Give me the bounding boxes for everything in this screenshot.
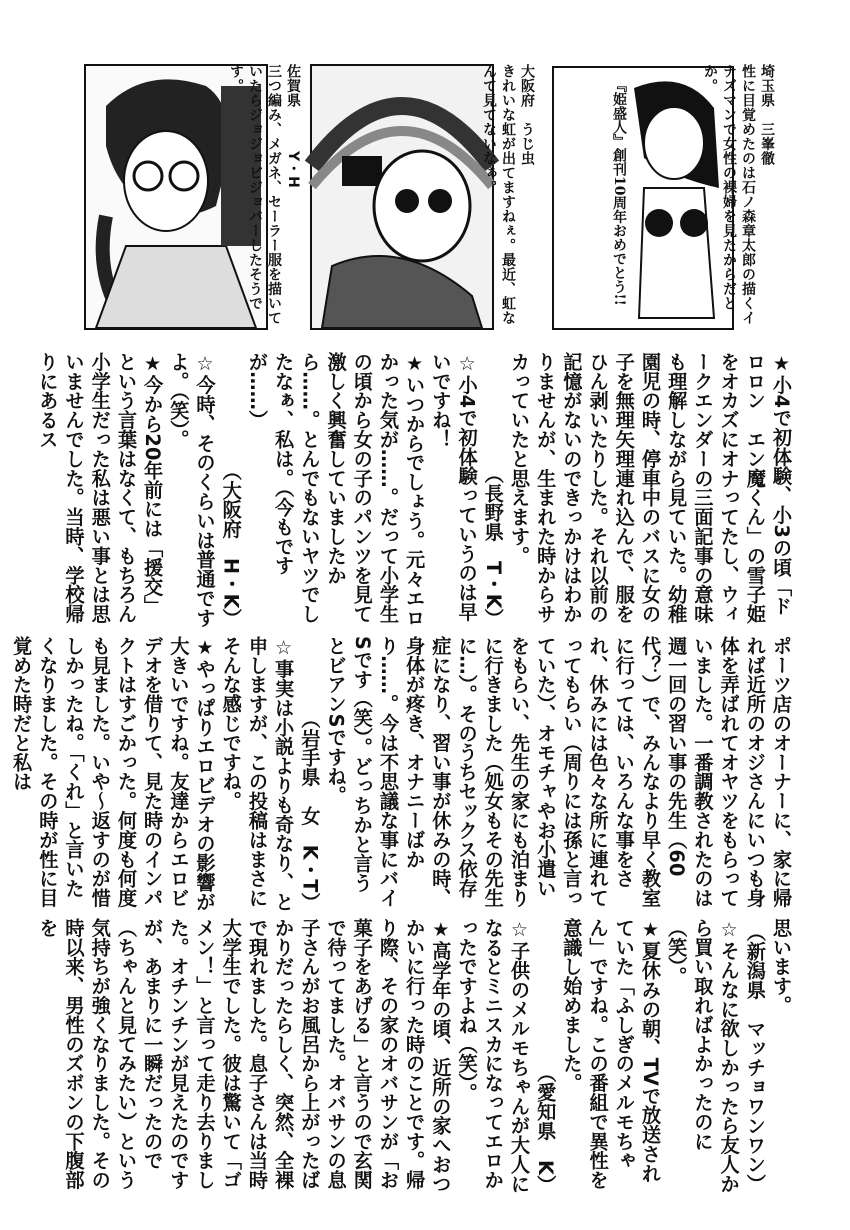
illustration-rainbow-character: [310, 64, 494, 330]
reader-letter: ポーツ店のオーナーに、家に帰れば近所のオジさんにいつも身体を弄ばれてオヤツをもらっていました。一番調教されたのは週一回の習い事の先生（60代？）で、みんなより早く教室に行っては、いろんな事をされ、休みには色々な所に連れてってもらい（周りには孫と言っていた）、オモチャやお小遣いをもらい、先生の家にも泊まりに行きました（処女もその先生に…）。そのうちセックス依存症になり、習い事が休みの時、身体が疼き、オナニーばかり……。今は不思議な事にバイSです（笑）。どっちかと言うとビアンSですね。: [324, 636, 793, 908]
editor-reply: ☆そんなに欲しかったら友人から買い取ればよかったのに（笑）。: [665, 918, 741, 1194]
illustration-lettering: 『姫盛人』創刊10周年おめでとう!!: [611, 78, 627, 306]
letters-band-2: [10, 636, 794, 912]
reader-letter: ★高学年の頃、近所の家へおつかいに行った時のことです。帰り際、その家のオバサンが「お菓子をあげる」と言うので玄関で待ってました。オバサンの息子さんがお風呂から上がったばかりだったらしく、突然、全裸で現れました。息子さんは当時大学生でした。彼は驚いて「ゴメン！」と言って走り去りました。オチンチンが見えたのですが、あまりに一瞬だったので（ちゃんと見てみたい）という気持ちが強くなりました。その時以来、男性のズボンの下腹部を: [36, 918, 453, 1194]
caption-text: 三つ編み、メガネ、セーラー服を描いていたらジョジョビジョバーしたそうです。: [228, 64, 282, 325]
caption-text: 性に目覚めたのは石ノ森章太郎の描くイナズマンで女性の裸婦を見たからだとか。: [702, 64, 756, 325]
editor-reply: ☆小4で初体験っていうのは早いですね！: [429, 352, 479, 622]
caption-saga: [228, 64, 302, 334]
caption-saitama: [702, 64, 776, 334]
reader-letter: ★やっぱりエロビデオの影響が大きいですね。友達からエロビデオを借りて、見た時のインパクトはすごかった。何度も何度も見ました。いや～返すのが惜しかったね。「くれ」と言いたくなりました。その時が性に目覚めた時だと私は: [10, 636, 217, 912]
reader-letter: ★今から20年前には「援交」という言葉はなくて、もちろん小学生だった私は悪い事とは思いませんでした。当時、学校帰りにあるス: [36, 352, 165, 624]
letter-attribution: （岩手県 女 K・T）: [298, 709, 322, 912]
caption-osaka: [481, 64, 536, 334]
reader-letter: 思います。: [770, 918, 793, 1015]
caption-prefecture: 佐賀県 Y・H: [285, 64, 301, 189]
letters-band-1: [36, 352, 794, 628]
caption-prefecture: 埼玉県 三峯徹: [759, 64, 775, 166]
letter-attribution: （長野県 T・K）: [481, 463, 505, 628]
letter-attribution: （大阪府 H・K）: [219, 460, 243, 628]
illustration-art: [312, 66, 492, 328]
letters-band-3: [36, 918, 794, 1194]
caption-text: きれいな虹が出てますねぇ。最近、虹なんて見てないなぁ。: [481, 64, 516, 325]
reader-letter: ★小4で初体験、小3の頃「ドロロン エン魔くん」の雪子姫をオカズにオナってたし、ウィークエンダーの三面記事の意味も理解しながら見ていた。幼稚園児の時、停車中のバスに女の子を無理矢理連れ込んで、服をひん剥いたりした。それ以前の記憶がないのできっかけはわかりませんが、生まれた時からサカっていたと思えます。: [507, 352, 793, 624]
letter-attribution: （愛知県 K）: [534, 1062, 558, 1194]
editor-reply: ☆子供のメルモちゃんが大人になるとミニスカになってエロかったですよね（笑）。: [455, 918, 531, 1194]
caption-prefecture: 大阪府 うじ虫: [519, 64, 535, 166]
editor-reply: ☆事実は小説よりも奇なり、と申しますが、この投稿はまさにそんな感じですね。: [219, 636, 296, 912]
editor-reply: ☆今時、そのくらいは普通ですよ。（笑）。: [167, 352, 217, 628]
reader-letter: ★夏休みの朝、TVで放送されていた「ふしぎのメルモちゃん」ですね。この番組で異性を意識し始めました。: [560, 918, 662, 1190]
letter-attribution: （新潟県 マッチョワンワン）: [743, 922, 767, 1194]
reader-letter: ★いつからでしょう。元々エロかった気が……。だって小学生の頃から女の子のパンツを見て激しく興奮していましたから……。とんでもないヤツでしたなぁ、私は。（今もですが……）: [245, 352, 427, 628]
